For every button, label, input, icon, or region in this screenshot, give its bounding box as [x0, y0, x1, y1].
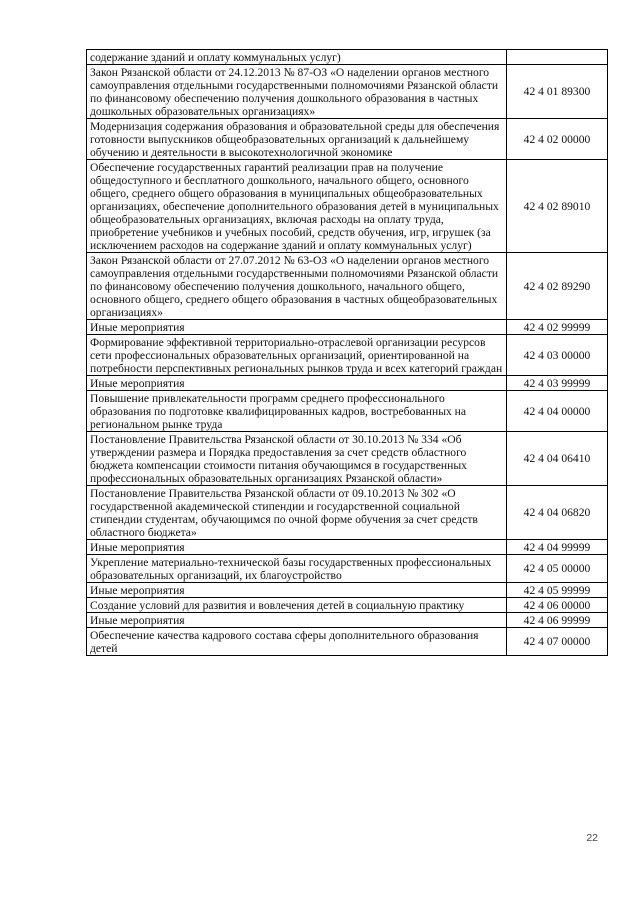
row-description: Закон Рязанской области от 27.07.2012 № 63-ОЗ «О наделении органов местного самоуправления отдельными государственными полномочиями Рязанской области по финансовому обеспечению получения дошкольного, начального общего, основного общего, среднего общего образования в частных общеобразовательных организациях» [87, 253, 507, 320]
row-description: Иные мероприятия [87, 376, 507, 391]
table-row [87, 598, 608, 613]
table-row [87, 613, 608, 628]
row-code: 42 4 07 00000 [507, 628, 608, 656]
row-description: Иные мероприятия [87, 320, 507, 335]
row-code: 42 4 06 99999 [507, 613, 608, 628]
table-row [87, 320, 608, 335]
table-row [87, 432, 608, 486]
row-code: 42 4 04 99999 [507, 540, 608, 555]
row-code: 42 4 02 89290 [507, 253, 608, 320]
table-row [87, 583, 608, 598]
row-code: 42 4 05 00000 [507, 555, 608, 583]
table-row [87, 50, 608, 65]
row-description: Иные мероприятия [87, 583, 507, 598]
row-code: 42 4 03 99999 [507, 376, 608, 391]
row-description: Обеспечение государственных гарантий реализации прав на получение общедоступного и бесплатного дошкольного, начального общего, основного общего, среднего общего образования в муниципальных общеобразовательных организациях, обеспечение дополнительного образования детей в муниципальных общеобразовательных организациях, включая расходы на оплату труда, приобретение учебников и учебных пособий, средств обучения, игр, игрушек (за исключением расходов на содержание зданий и оплату коммунальных услуг) [87, 160, 507, 253]
row-code: 42 4 02 99999 [507, 320, 608, 335]
row-code: 42 4 02 89010 [507, 160, 608, 253]
table-row [87, 119, 608, 160]
row-description: Повышение привлекательности программ среднего профессионального образования по подготовке квалифицированных кадров, востребованных на региональном рынке труда [87, 391, 507, 432]
table-body [87, 50, 608, 656]
row-code: 42 4 04 06820 [507, 486, 608, 540]
row-description: Обеспечение качества кадрового состава сферы дополнительного образования детей [87, 628, 507, 656]
row-description: Постановление Правительства Рязанской области от 30.10.2013 № 334 «Об утверждении размера и Порядка предоставления за счет средств областного бюджета компенсации стоимости питания обучающимся в государственных профессиональных образовательных организациях Рязанской области» [87, 432, 507, 486]
table-row [87, 628, 608, 656]
row-description: Модернизация содержания образования и образовательной среды для обеспечения готовности выпускников общеобразовательных организаций к дальнейшему обучению и деятельности в высокотехнологичной экономике [87, 119, 507, 160]
row-code [507, 50, 608, 65]
row-description: Создание условий для развития и вовлечения детей в социальную практику [87, 598, 507, 613]
row-code: 42 4 05 99999 [507, 583, 608, 598]
row-code: 42 4 02 00000 [507, 119, 608, 160]
table-row [87, 65, 608, 119]
row-description: Укрепление материально-технической базы государственных профессиональных образовательных организаций, их благоустройство [87, 555, 507, 583]
row-description: Закон Рязанской области от 24.12.2013 № 87-ОЗ «О наделении органов местного самоуправления отдельными государственными полномочиями Рязанской области по финансовому обеспечению получения дошкольного образования в частных дошкольных образовательных организациях» [87, 65, 507, 119]
row-description: Иные мероприятия [87, 613, 507, 628]
row-description: содержание зданий и оплату коммунальных услуг) [87, 50, 507, 65]
page-number: 22 [586, 832, 598, 844]
table-row [87, 160, 608, 253]
table-row [87, 486, 608, 540]
table-row [87, 376, 608, 391]
row-description: Формирование эффективной территориально-отраслевой организации ресурсов сети профессиональных образовательных организаций, ориентированной на потребности перспективных региональных рынков труда и всех категорий граждан [87, 335, 507, 376]
row-description: Иные мероприятия [87, 540, 507, 555]
table-row [87, 253, 608, 320]
row-code: 42 4 04 06410 [507, 432, 608, 486]
row-code: 42 4 03 00000 [507, 335, 608, 376]
table-row [87, 555, 608, 583]
row-code: 42 4 01 89300 [507, 65, 608, 119]
table-row [87, 335, 608, 376]
row-description: Постановление Правительства Рязанской области от 09.10.2013 № 302 «О государственной академической стипендии и государственной социальной стипендии студентам, обучающимся по очной форме обучения за счет средств областного бюджета» [87, 486, 507, 540]
row-code: 42 4 06 00000 [507, 598, 608, 613]
row-code: 42 4 04 00000 [507, 391, 608, 432]
budget-classification-table [86, 49, 608, 656]
table-row [87, 540, 608, 555]
table-row [87, 391, 608, 432]
